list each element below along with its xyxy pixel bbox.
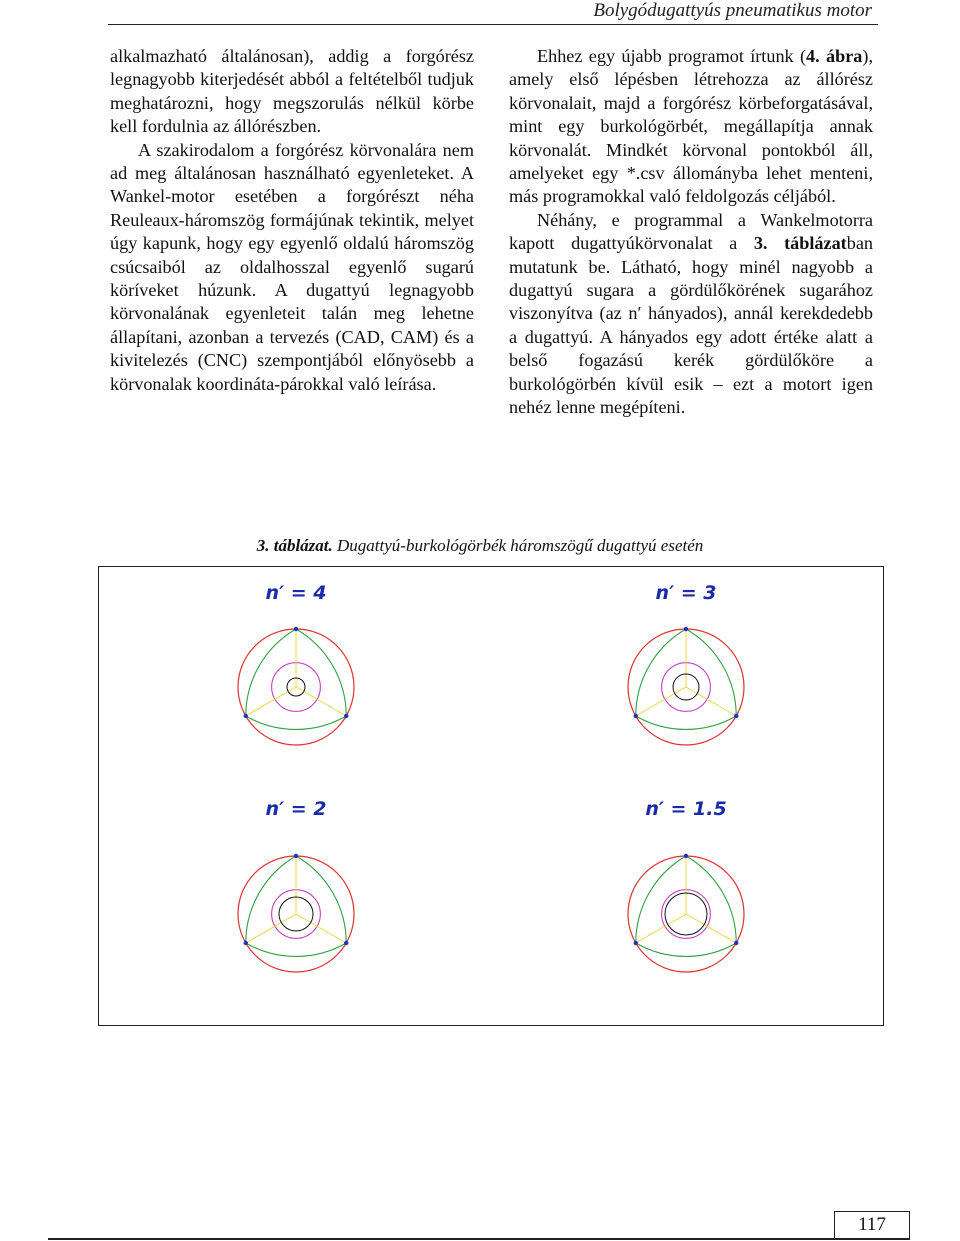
right-paragraph-2: Néhány, e programmal a Wankelmotorra kapott dugattyúkörvonalat a 3. táblázatban mutatunk be. Látható, hogy minél nagyobb a dugattyú sugara a gördülőkörének sugarához viszonyítva (az n′ hányados), annál kerekdedebb a dugattyú. A hányados egy adott értéke alatt a belső fogazású kerék gördülőköre a burkológörbén kívül esik – ezt a motort igen nehéz lenne megépíteni.	[509, 209, 873, 418]
right-paragraph-1: Ehhez egy újabb programot írtunk (4. ábra), amely első lépésben létrehozza az állórész körvonalait, majd a forgórész körbeforgatásával, mint egy burkológörbét, megállapítja annak körvonalát. Mindkét körvonal pontokból áll, amelyeket egy *.csv állományba lehet menteni, más programokkal való feldolgozás céljából.	[509, 46, 874, 207]
vertex-node	[734, 941, 738, 945]
vertex-node	[344, 941, 348, 945]
table-caption-text: Dugattyú-burkológörbék háromszögű dugattyú esetén	[332, 536, 704, 555]
envelope-panel	[628, 582, 744, 745]
running-head: Bolygódugattyús pneumatikus motor	[593, 0, 872, 21]
footer-rule	[48, 1238, 910, 1240]
page-number: 117	[834, 1211, 910, 1239]
table-reference: 3. táblázat	[753, 233, 847, 254]
header-rule	[108, 24, 878, 25]
envelope-panel	[238, 582, 354, 745]
left-paragraph-1: alkalmazható általánosan), addig a forgórész legnagyobb kiterjedését abból a feltételből tudjuk meghatározni, hogy megszorulás nélkül körbe kell fordulnia az állórészben.	[110, 46, 474, 137]
envelope-panel	[238, 798, 354, 972]
left-paragraph-2: A szakirodalom a forgórész körvonalára nem ad meg általánosan használható egyenleteket. A Wankel-motor esetében a forgórészt néha Reuleaux-háromszög formájúnak tekintik, melyet úgy kapunk, hogy egy egyenlő oldalú háromszög csúcsaiból az oldalhosszal egyenlő sugarú köríveket húzunk. A dugattyú legnagyobb körvonalának egyenleteit talán meg lehetne állapítani, azonban a tervezés (CAD, CAM) és a kivitelezés (CNC) szempontjából előnyösebb a körvonalak koordináta-párokkal való leírása.	[110, 139, 474, 394]
spoke-line	[686, 687, 736, 716]
vertex-node	[294, 627, 298, 631]
vertex-node	[734, 714, 738, 718]
vertex-node	[634, 714, 638, 718]
right-column	[509, 45, 873, 420]
spoke-line	[246, 914, 296, 943]
spoke-line	[636, 914, 686, 943]
spoke-line	[686, 914, 736, 943]
vertex-node	[684, 854, 688, 858]
vertex-node	[634, 941, 638, 945]
vertex-node	[294, 854, 298, 858]
left-column	[110, 45, 474, 396]
panel-label: n′ = 1.5	[645, 798, 727, 820]
vertex-node	[244, 941, 248, 945]
panel-label: n′ = 3	[655, 582, 717, 604]
spoke-line	[636, 687, 686, 716]
figure-reference: 4. ábra	[806, 46, 863, 66]
spoke-line	[296, 914, 346, 943]
figure-table	[98, 566, 884, 1026]
figure-canvas	[99, 567, 885, 1027]
envelope-panel	[628, 798, 744, 972]
panel-label: n′ = 2	[265, 798, 327, 820]
table-caption-label: 3. táblázat.	[256, 536, 333, 555]
vertex-node	[684, 627, 688, 631]
panel-label: n′ = 4	[265, 582, 327, 604]
vertex-node	[244, 714, 248, 718]
vertex-node	[344, 714, 348, 718]
table-caption	[0, 536, 960, 556]
